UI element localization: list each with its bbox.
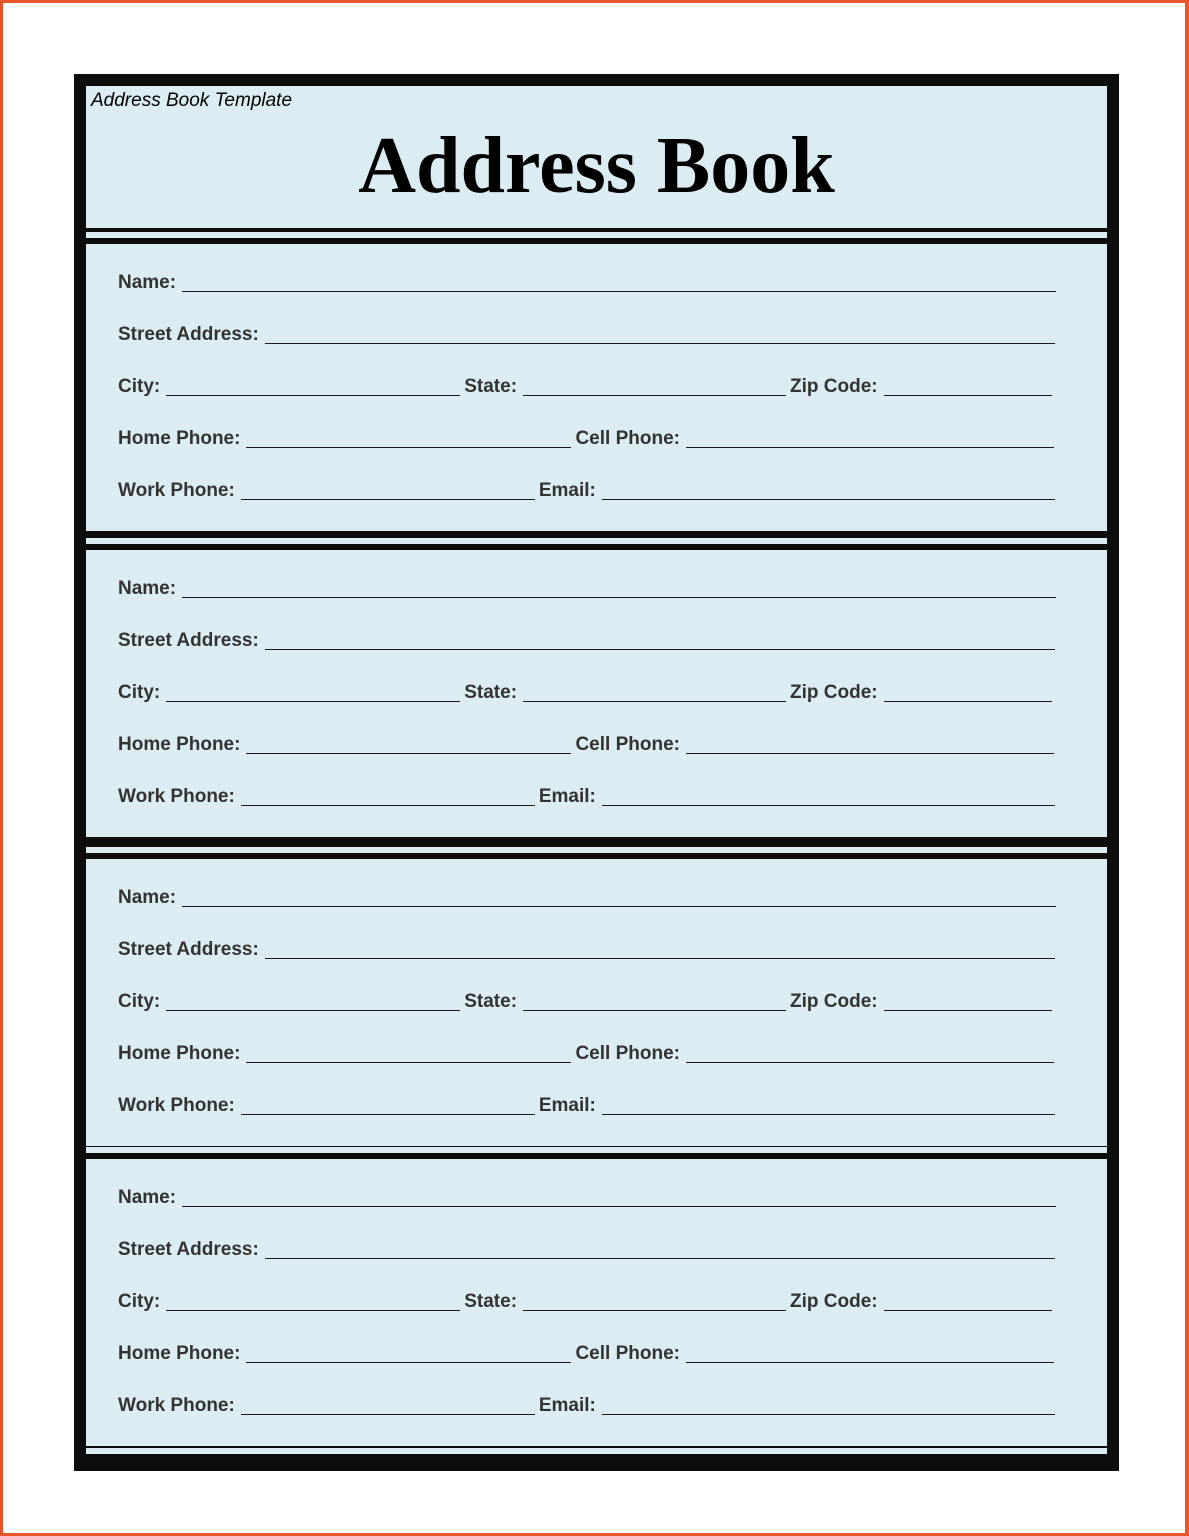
home-phone-field-label: Home Phone: [118,1343,241,1364]
street-address-field-label: Street Address: [118,939,259,960]
city-field-line[interactable] [166,701,460,702]
city-field-label: City: [118,682,161,703]
entry-row [118,1337,1075,1365]
state-field-label: State: [464,682,518,703]
zip-code-field-line[interactable] [884,701,1052,702]
work-phone-field-label: Work Phone: [118,1395,235,1416]
street-address-field-line[interactable] [265,343,1055,344]
name-field-label: Name: [118,1187,177,1208]
work-phone-field-label: Work Phone: [118,1095,235,1116]
name-field-label: Name: [118,272,177,293]
entry-row [118,370,1075,398]
contact-entry-card [86,550,1107,837]
state-field-line[interactable] [523,701,786,702]
zip-code-field-line[interactable] [884,1010,1052,1011]
entry-row [118,1089,1075,1117]
divider-stripe [86,232,1107,238]
name-field-line[interactable] [182,1206,1056,1207]
home-phone-field-line[interactable] [246,447,571,448]
zip-code-field-label: Zip Code: [790,376,878,397]
street-address-field-line[interactable] [265,958,1055,959]
name-field-line[interactable] [182,906,1056,907]
name-field-line[interactable] [182,291,1056,292]
home-phone-field-label: Home Phone: [118,734,241,755]
address-book-sheet [74,74,1119,1471]
entry-row [118,422,1075,450]
work-phone-field-line[interactable] [241,1414,535,1415]
entry-row [118,1233,1075,1261]
contact-entry-card [86,1159,1107,1446]
entry-row [118,676,1075,704]
email-field-line[interactable] [602,499,1055,500]
work-phone-field-label: Work Phone: [118,480,235,501]
cell-phone-field-label: Cell Phone: [575,428,680,449]
entry-row [118,318,1075,346]
contact-entry-card [86,859,1107,1146]
zip-code-field-line[interactable] [884,1310,1052,1311]
name-field-line[interactable] [182,597,1056,598]
home-phone-field-label: Home Phone: [118,428,241,449]
state-field-label: State: [464,1291,518,1312]
cell-phone-field-label: Cell Phone: [575,1343,680,1364]
entry-row [118,474,1075,502]
email-field-line[interactable] [602,1114,1055,1115]
city-field-label: City: [118,1291,161,1312]
zip-code-field-label: Zip Code: [790,682,878,703]
home-phone-field-line[interactable] [246,1362,571,1363]
entry-row [118,933,1075,961]
email-field-label: Email: [538,1095,596,1116]
entry-row [118,728,1075,756]
street-address-field-line[interactable] [265,1258,1055,1259]
entry-row [118,1285,1075,1313]
state-field-line[interactable] [523,395,786,396]
city-field-line[interactable] [166,1310,460,1311]
cell-phone-field-label: Cell Phone: [575,734,680,755]
email-field-label: Email: [538,786,596,807]
cell-phone-field-label: Cell Phone: [575,1043,680,1064]
street-address-field-label: Street Address: [118,630,259,651]
email-field-line[interactable] [602,805,1055,806]
street-address-field-label: Street Address: [118,324,259,345]
home-phone-field-line[interactable] [246,1062,571,1063]
cell-phone-field-line[interactable] [686,1062,1054,1063]
cell-phone-field-line[interactable] [686,1362,1054,1363]
divider-stripe [86,538,1107,544]
name-field-label: Name: [118,578,177,599]
entry-row [118,1037,1075,1065]
cell-phone-field-line[interactable] [686,753,1054,754]
entry-row [118,624,1075,652]
work-phone-field-line[interactable] [241,499,535,500]
entry-row [118,881,1075,909]
work-phone-field-line[interactable] [241,805,535,806]
divider-stripe [86,1448,1107,1454]
email-field-label: Email: [538,480,596,501]
name-field-label: Name: [118,887,177,908]
template-subtitle: Address Book Template [91,90,293,111]
divider-stripe [86,847,1107,853]
street-address-field-label: Street Address: [118,1239,259,1260]
entry-row [118,266,1075,294]
city-field-label: City: [118,376,161,397]
city-field-line[interactable] [166,1010,460,1011]
street-address-field-line[interactable] [265,649,1055,650]
home-phone-field-label: Home Phone: [118,1043,241,1064]
city-field-line[interactable] [166,395,460,396]
state-field-label: State: [464,376,518,397]
state-field-label: State: [464,991,518,1012]
zip-code-field-label: Zip Code: [790,1291,878,1312]
header-panel [86,86,1107,228]
state-field-line[interactable] [523,1010,786,1011]
cell-phone-field-line[interactable] [686,447,1054,448]
zip-code-field-label: Zip Code: [790,991,878,1012]
page-title: Address Book [358,122,835,210]
zip-code-field-line[interactable] [884,395,1052,396]
home-phone-field-line[interactable] [246,753,571,754]
city-field-label: City: [118,991,161,1012]
entry-row [118,780,1075,808]
entry-row [118,1389,1075,1417]
entry-row [118,985,1075,1013]
email-field-label: Email: [538,1395,596,1416]
state-field-line[interactable] [523,1310,786,1311]
entry-row [118,572,1075,600]
email-field-line[interactable] [602,1414,1055,1415]
work-phone-field-line[interactable] [241,1114,535,1115]
entry-row [118,1181,1075,1209]
divider-stripe [86,1147,1107,1153]
work-phone-field-label: Work Phone: [118,786,235,807]
contact-entry-card [86,244,1107,531]
